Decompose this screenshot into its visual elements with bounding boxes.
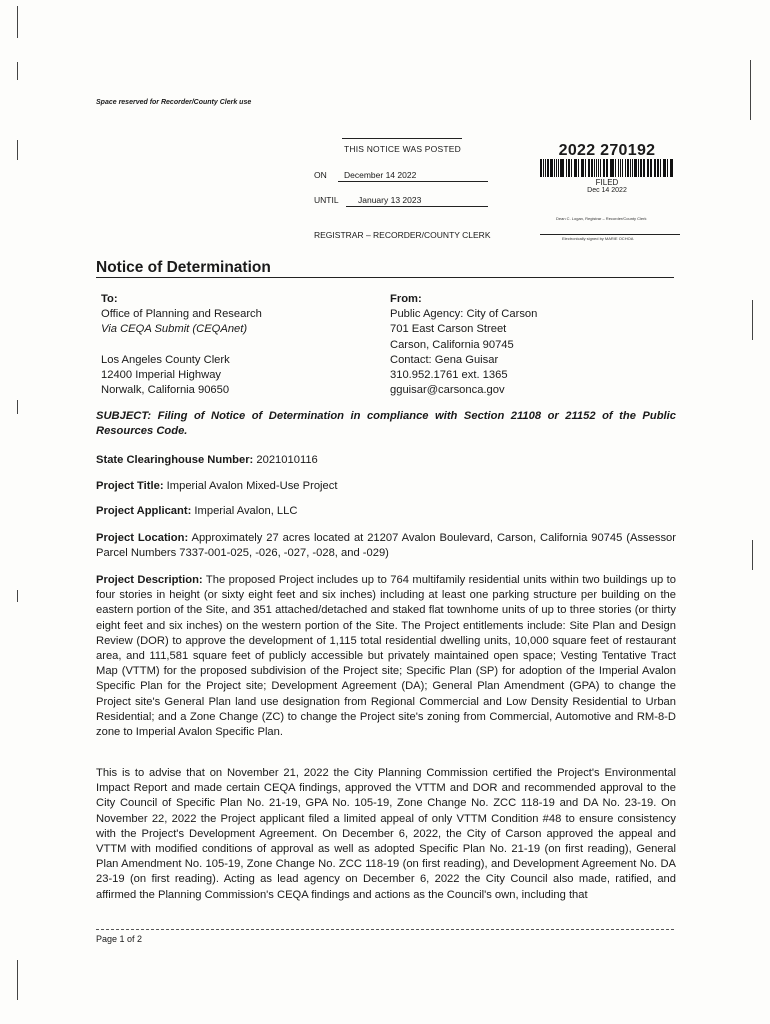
barcode-bar xyxy=(547,159,549,177)
barcode-bar xyxy=(603,159,605,177)
project-title-value: Imperial Avalon Mixed-Use Project xyxy=(166,480,338,492)
posted-on-label: ON xyxy=(314,170,327,180)
page-number: Page 1 of 2 xyxy=(96,934,143,944)
scan-margin-mark xyxy=(17,62,18,80)
project-title-label: Project Title: xyxy=(96,480,164,492)
barcode-bar xyxy=(615,159,616,177)
barcode-bar xyxy=(610,159,613,177)
barcode-bar xyxy=(578,159,579,177)
barcode-bar xyxy=(651,159,652,177)
filed-date: Dec 14 2022 xyxy=(587,187,627,194)
barcode-bar xyxy=(663,159,664,177)
barcode xyxy=(540,159,674,177)
barcode-bar xyxy=(670,159,671,177)
scan-margin-mark xyxy=(752,540,753,570)
page-title: Notice of Determination xyxy=(96,259,271,276)
barcode-bar xyxy=(581,159,582,177)
footer-divider xyxy=(96,929,674,930)
barcode-bar xyxy=(622,159,623,177)
advisory-paragraph: This is to advise that on November 21, 2022 the City Planning Commission certified the Project's Environmental Impact Report and made certain CEQA findings, approved the VTTM and DOR and recommended approval to the City Council of Specific Plan No. 21-19, GPA No. 105-19, Zone Change No. ZCC 118-19 and DA No. 23-19. On November 22, 2022 the Project applicant filed a limited appeal of only VTTM Condition #48 to ensure consistency with the Project's Development Agreement. On December 6, 2022, the City of Carson approved the appeal and VTTM with modified conditions of approval as well as adopted Specific Plan No. 21-19 (on first reading), General Plan Amendment No. 105-19, Zone Change No. ZCC 118-19 (on first reading), and Development Agreement No. DA 23-19 (on first reading). Acting as lead agency on December 6, 2022 the City Council also made, ratified, and affirmed the Planning Commission's CEQA findings and actions as the Council's own, including that xyxy=(96,767,676,901)
location-label: Project Location: xyxy=(96,532,189,544)
signed-by-text: Electronically signed by MARIE OCHOA xyxy=(562,236,634,241)
barcode-bar xyxy=(640,159,642,177)
barcode-bar xyxy=(540,159,542,177)
barcode-bar xyxy=(558,159,559,177)
barcode-bar xyxy=(582,159,584,177)
barcode-bar xyxy=(550,159,553,177)
barcode-bar xyxy=(657,159,660,177)
barcode-bar xyxy=(638,159,639,177)
subject-line: SUBJECT: Filing of Notice of Determination in compliance with Section 21108 or 21152 of the Public Resources Code. xyxy=(96,410,676,438)
barcode-bar xyxy=(556,159,557,177)
filing-number: 2022 270192 xyxy=(558,142,656,159)
description-label: Project Description: xyxy=(96,574,203,586)
to-line: Via CEQA Submit (CEQAnet) xyxy=(101,323,248,336)
barcode-bar xyxy=(627,159,629,177)
scan-margin-mark xyxy=(17,400,18,414)
barcode-bar xyxy=(625,159,627,177)
filed-label: FILED xyxy=(595,178,619,187)
clearinghouse-label: State Clearinghouse Number: xyxy=(96,454,254,466)
barcode-bar xyxy=(650,159,651,177)
to-line: 12400 Imperial Highway xyxy=(101,368,222,381)
posting-title: THIS NOTICE WAS POSTED xyxy=(344,144,461,154)
barcode-bar xyxy=(575,159,577,177)
barcode-bar xyxy=(630,159,631,177)
barcode-bar xyxy=(574,159,575,177)
scan-margin-mark xyxy=(17,6,18,38)
barcode-bar xyxy=(620,159,621,177)
from-label: From: xyxy=(390,293,422,305)
barcode-bar xyxy=(618,159,620,177)
from-line: Carson, California 90745 xyxy=(390,338,514,351)
clearinghouse-value: 2021010116 xyxy=(256,454,318,466)
barcode-bar xyxy=(568,159,571,177)
posted-on-date: December 14 2022 xyxy=(344,170,417,180)
barcode-bar xyxy=(664,159,666,177)
scan-margin-mark xyxy=(750,60,751,120)
barcode-bar xyxy=(594,159,595,177)
description-value: The proposed Project includes up to 764 multifamily residential units within two buildings up to four stories in height (or sixty eight feet and six inches) including at least one parking structure per building on the eastern portion of the Site, and 351 attached/detached and staked flat townhome units of up to three stories (or thirty eight feet and six inches) on the western portion of the Site. The Project entitlements include: Site Plan and Design Review (DOR) to approve the development of 1,115 total residential dwelling units, 10,000 square feet of restaurant area, and 111,581 square feet of publicly accessible but privately maintained open space; Vesting Tentative Tract Map (VTTM) for the proposed subdivision of the Project site; Specific Plan (SP) for adoption of the Imperial Avalon Specific Plan for the Project site; Development Agreement (DA); General Plan Amendment (GPA) to change the Project site's General Plan land use designation from Regional Commercial and Low Density Residential to Urban Residential; and a Zone Change (ZC) to change the Project site's zoning from Commercial, Automotive and RM-8-D zone to Imperial Avalon Specific Plan. xyxy=(96,574,676,739)
barcode-bar xyxy=(554,159,555,177)
posted-until-date: January 13 2023 xyxy=(358,195,422,205)
description-field xyxy=(96,573,676,740)
posted-until-label: UNTIL xyxy=(314,195,339,205)
barcode-bar xyxy=(591,159,593,177)
clearinghouse-field xyxy=(96,453,676,468)
barcode-bar xyxy=(571,159,572,177)
to-line: Los Angeles County Clerk xyxy=(101,353,230,366)
barcode-bar xyxy=(560,159,562,177)
barcode-bar xyxy=(634,159,637,177)
filing-stamp xyxy=(538,142,676,194)
location-field xyxy=(96,531,676,561)
barcode-bar xyxy=(667,159,668,177)
applicant-value: Imperial Avalon, LLC xyxy=(194,505,298,517)
applicant-label: Project Applicant: xyxy=(96,505,192,517)
from-line: Public Agency: City of Carson xyxy=(390,308,538,321)
scan-margin-mark xyxy=(752,300,753,340)
barcode-bar xyxy=(545,159,546,177)
to-block xyxy=(101,292,262,398)
applicant-field xyxy=(96,504,676,519)
barcode-bar xyxy=(588,159,591,177)
barcode-bar xyxy=(671,159,673,177)
barcode-bar xyxy=(606,159,607,177)
barcode-bar xyxy=(660,159,661,177)
to-label: To: xyxy=(101,293,118,305)
from-line: 310.952.1761 ext. 1365 xyxy=(390,369,508,382)
from-block xyxy=(390,292,537,398)
recorder-space-note: Space reserved for Recorder/County Clerk use xyxy=(96,99,252,106)
barcode-bar xyxy=(632,159,633,177)
barcode-bar xyxy=(543,159,544,177)
barcode-bar xyxy=(654,159,656,177)
from-email: gguisar@carsonca.gov xyxy=(390,384,505,397)
barcode-bar xyxy=(596,159,597,177)
barcode-bar xyxy=(644,159,645,177)
barcode-bar xyxy=(643,159,644,177)
barcode-bar xyxy=(600,159,602,177)
to-line: Norwalk, California 90650 xyxy=(101,384,230,397)
certifier-text: Dean C. Logan, Registrar – Recorder/County Clerk xyxy=(556,216,647,221)
barcode-bar xyxy=(613,159,614,177)
barcode-bar xyxy=(585,159,586,177)
from-line: 701 East Carson Street xyxy=(390,323,507,336)
title-divider xyxy=(96,277,674,278)
posting-stamp xyxy=(314,138,494,238)
from-line: Contact: Gena Guisar xyxy=(390,353,499,366)
barcode-bar xyxy=(598,159,599,177)
barcode-bar xyxy=(607,159,608,177)
registrar-label: REGISTRAR – RECORDER/COUNTY CLERK xyxy=(314,230,491,240)
project-title-field xyxy=(96,479,676,494)
to-line: Office of Planning and Research xyxy=(101,308,262,321)
barcode-bar xyxy=(647,159,649,177)
scan-margin-mark xyxy=(17,960,18,1000)
barcode-bar xyxy=(566,159,567,177)
scan-margin-mark xyxy=(17,590,18,602)
location-value: Approximately 27 acres located at 21207 Avalon Boulevard, Carson, California 90745 (Assessor Parcel Numbers 7337-001-025, -026, -027, -028, and -029) xyxy=(96,532,676,560)
barcode-bar xyxy=(562,159,564,177)
scan-margin-mark xyxy=(17,140,18,160)
